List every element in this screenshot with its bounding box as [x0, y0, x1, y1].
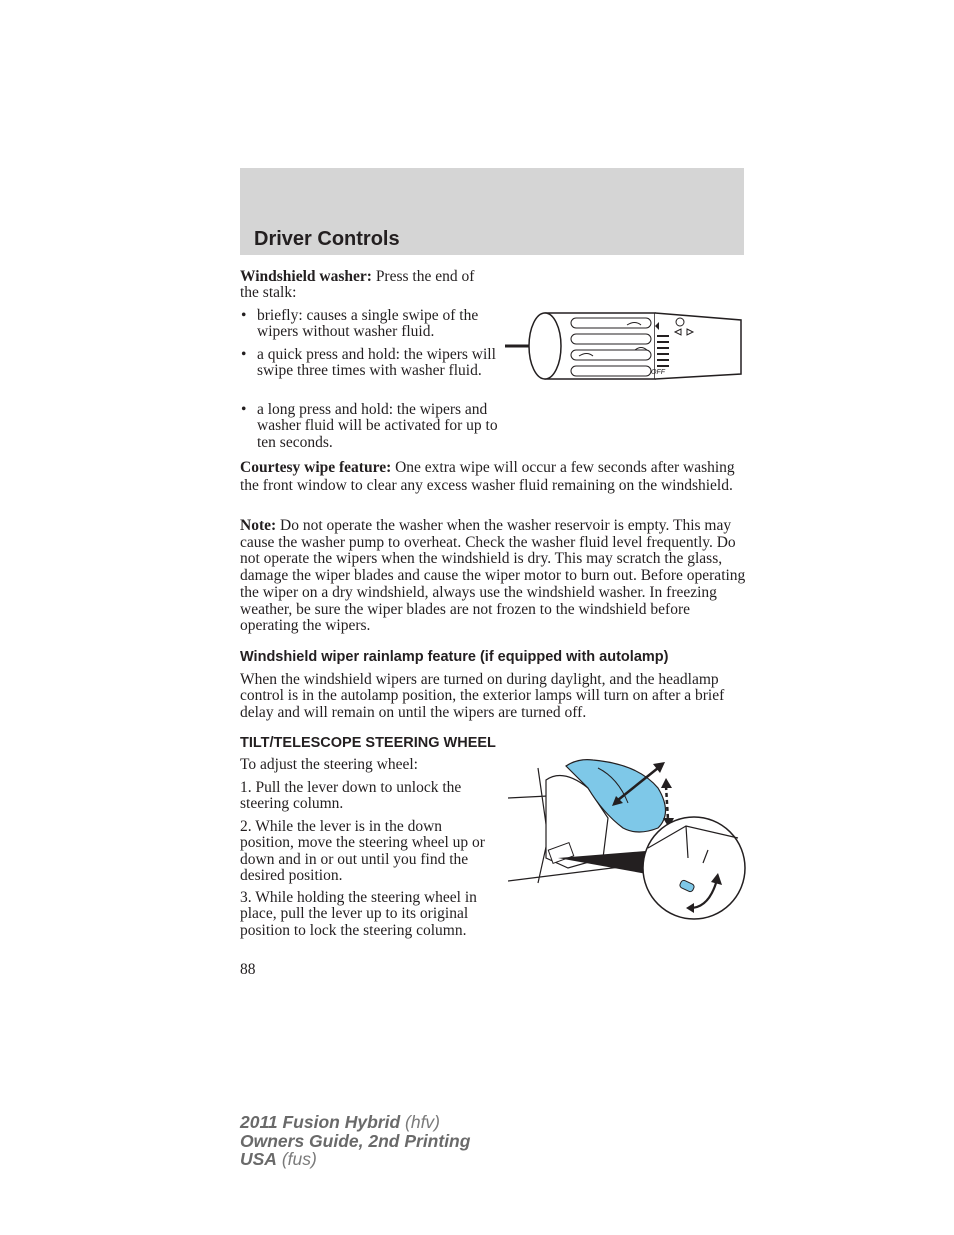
washer-bullet	[240, 308, 507, 341]
footer-market: USA	[240, 1149, 277, 1169]
wiper-stalk-illustration	[505, 308, 745, 384]
footer-line	[240, 1150, 470, 1169]
footer-market-code: (fus)	[276, 1149, 317, 1169]
stalk-end-cap	[529, 313, 561, 379]
tilt-step: 2. While the lever is in the down position, move the steering wheel up or down and in or out until you find the desired position.	[240, 818, 485, 885]
washer-bullet	[240, 402, 509, 451]
section-header	[240, 168, 744, 255]
courtesy-text: One extra wipe will occur a few seconds after washing the front window to clear any excess washer fluid remaining on the windshield.	[240, 459, 735, 494]
page-number: 88	[240, 961, 256, 978]
footer-line	[240, 1113, 470, 1132]
footer-model: 2011 Fusion Hybrid	[240, 1112, 401, 1132]
telescope-arrow-icon	[666, 786, 668, 820]
bullet-dot: •	[241, 307, 247, 324]
washer-bullet-text: a long press and hold: the wipers and washer fluid will be activated for up to ten seconds.	[257, 401, 498, 451]
washer-bullet	[240, 347, 513, 380]
off-label: OFF	[651, 369, 665, 376]
washer-bullet-text: a quick press and hold: the wipers will swipe three times with washer fluid.	[257, 346, 496, 380]
washer-paragraph	[240, 269, 490, 302]
steering-column-illustration	[508, 758, 746, 920]
tilt-heading: TILT/TELESCOPE STEERING WHEEL	[240, 735, 496, 751]
courtesy-bold: Courtesy wipe feature:	[240, 459, 392, 476]
rainlamp-text: When the windshield wipers are turned on during daylight, and the headlamp control is in the autolamp position, the exterior lamps will turn on after a brief delay and will remain on until the wipers are turned off.	[240, 671, 725, 721]
note-paragraph	[240, 518, 746, 635]
rainlamp-heading: Windshield wiper rainlamp feature (if equipped with autolamp)	[240, 649, 669, 665]
tilt-step: 3. While holding the steering wheel in place, pull the lever up to its original position to lock the steering column.	[240, 889, 477, 939]
note-bold: Note:	[240, 517, 277, 534]
washer-lead-text: Press the end of the stalk:	[240, 268, 475, 302]
footer-model-code: (hfv)	[400, 1112, 441, 1132]
note-text: Do not operate the washer when the washer reservoir is empty. This may cause the washer pump to overheat. Check the washer fluid level frequently. Do not operate the wipers when the windshield is dry. This may scratch the glass, damage the wiper blades and cause the wiper motor to burn out. Before operating the wiper on a dry windshield, always use the windshield washer. In freezing weather, be sure the wiper blades are not frozen to the windshield before operating the wipers.	[240, 517, 746, 635]
tilt-intro: To adjust the steering wheel:	[240, 756, 418, 773]
document-footer	[240, 1113, 470, 1169]
washer-lead-bold: Windshield washer:	[240, 268, 372, 285]
stalk-body	[655, 313, 741, 379]
courtesy-paragraph	[240, 459, 744, 494]
section-title: Driver Controls	[254, 228, 400, 250]
footer-line	[240, 1132, 470, 1151]
washer-bullet-text: briefly: causes a single swipe of the wipers without washer fluid.	[257, 307, 479, 341]
footer-edition: Owners Guide, 2nd Printing	[240, 1130, 471, 1151]
tilt-step: 1. Pull the lever down to unlock the steering column.	[240, 779, 462, 813]
bullet-dot: •	[241, 401, 247, 418]
bullet-dot: •	[241, 346, 247, 363]
